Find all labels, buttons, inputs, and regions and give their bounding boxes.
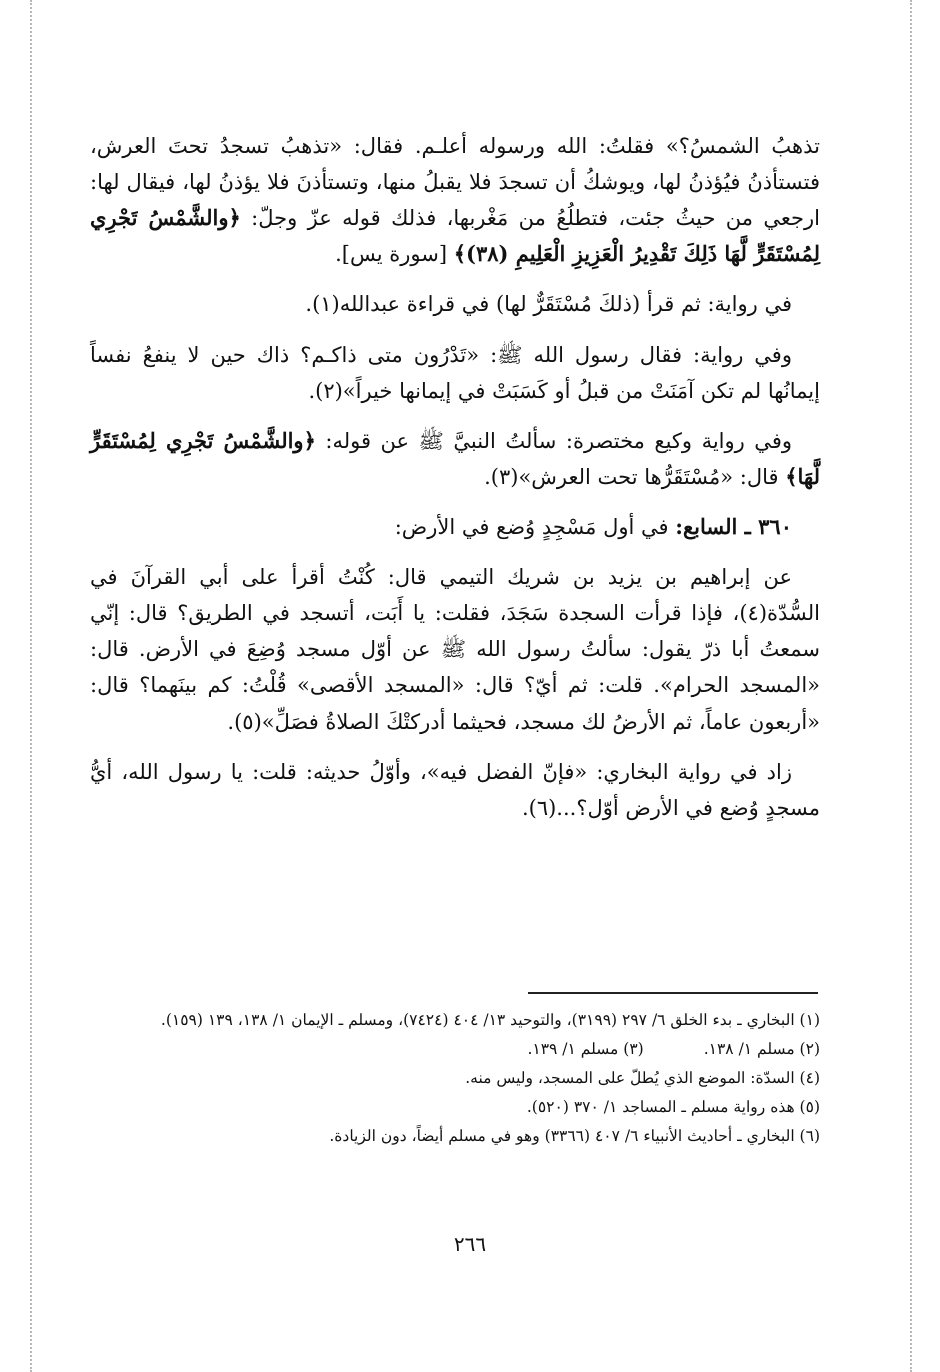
paragraph-3 — [90, 337, 820, 409]
section-heading — [90, 509, 820, 545]
paragraph-3-text: وفي رواية: فقال رسول الله ﷺ: «تَدْرُون متى ذاكـم؟ ذاك حين لا ينفعُ نفساً إيمانُها لم تكن آمَنَتْ من قبلُ أو كَسَبَتْ في إيمانها خيراً»(٢). — [90, 342, 820, 403]
surah-reference: [سورة يس]. — [335, 242, 454, 267]
paragraph-4 — [90, 423, 820, 495]
page-number: ٢٦٦ — [453, 1232, 487, 1256]
section-heading-text: في أول مَسْجِدٍ وُضع في الأرض: — [394, 514, 676, 539]
footnote-3: (٣) مسلم ١/ ١٣٩. — [527, 1040, 644, 1059]
paragraph-6 — [90, 754, 820, 826]
footnote-separator — [528, 992, 818, 994]
footnotes — [92, 1008, 820, 1154]
paragraph-6-text: زاد في رواية البخاري: «فإنّ الفضل فيه»، وأوّلُ حديثه: قلت: يا رسول الله، أيُّ مسجدٍ وُضع في الأرض أوّل؟...(٦). — [90, 759, 820, 820]
footnote-6: (٦) البخاري ـ أحاديث الأنبياء ٦/ ٤٠٧ (٣٣٦٦) وهو في مسلم أيضاً، دون الزيادة. — [329, 1127, 820, 1146]
section-number-title: ٣٦٠ ـ السابع: — [675, 513, 792, 539]
footnote-4: (٤) السدّة: الموضع الذي يُطلّ على المسجد، وليس منه. — [465, 1069, 820, 1088]
footnotes-2-3-row — [92, 1037, 820, 1062]
paragraph-1 — [90, 128, 820, 272]
main-text — [90, 128, 820, 840]
right-margin-dots — [910, 0, 912, 1372]
quran-verse-2: ﴿والشَّمْسُ تَجْرِي لِمُسْتَقَرٍّ لَّهَا﴾ — [90, 427, 820, 489]
paragraph-5-text: عن إبراهيم بن يزيد بن شريك التيمي قال: كُنْتُ أقرأ على أبي القرآنَ في السُّدّة(٤)، فإذا قرأت السجدة سَجَدَ، فقلت: يا أَبَت، أتسجد في الطريق؟ قال: إنّي سمعتُ أبا ذرّ يقول: سألتُ رسول الله ﷺ عن أوّل مسجد وُضِعَ في الأرض. قال: «المسجد الحرام». قلت: ثم أيّ؟ قال: «المسجد الأقصى» قُلْتُ: كم بينَهما؟ قال: «أربعون عاماً، ثم الأرضُ لك مسجد، فحيثما أدركتْكَ الصلاةُ فصَلِّ»(٥). — [90, 565, 820, 734]
paragraph-4-text: وفي رواية وكيع مختصرة: سألتُ النبيَّ ﷺ عن قوله: — [315, 428, 792, 453]
paragraph-5 — [90, 559, 820, 740]
left-margin-dots — [30, 0, 32, 1372]
footnote-1: (١) البخاري ـ بدء الخلق ٦/ ٢٩٧ (٣١٩٩)، والتوحيد ١٣/ ٤٠٤ (٧٤٢٤)، ومسلم ـ الإيمان ١/ ١٣٨، ١٣٩ (١٥٩). — [160, 1011, 820, 1029]
quran-verse-1: ﴿والشَّمْسُ تَجْرِي لِمُسْتَقَرٍّ لَّهَا ذَلِكَ تَقْدِيرُ الْعَزِيزِ الْعَلِيمِ (٣٨)﴾ — [90, 205, 820, 267]
footnote-5: (٥) هذه رواية مسلم ـ المساجد ١/ ٣٧٠ (٥٢٠). — [526, 1098, 820, 1117]
footnote-2: (٢) مسلم ١/ ١٣٨. — [703, 1040, 820, 1059]
paragraph-4-tail: قال: «مُسْتَقَرُّها تحت العرش»(٣). — [484, 464, 786, 489]
paragraph-1-text: تذهبُ الشمسُ؟» فقلتُ: الله ورسوله أعلـم. فقال: «تذهبُ تسجدُ تحتَ العرش، فتستأذنُ فيُؤذنُ لها، ويوشكُ أن تسجدَ فلا يقبلُ منها، وتستأذنَ فلا يؤذنُ لها، فيقال لها: ارجعي من حيثُ جئت، فتطلُعُ من مَغْربها، فذلك قوله عزّ وجلّ: — [90, 134, 821, 231]
paragraph-2-text: في رواية: ثم قرأ (ذلكَ مُسْتَقَرٌّ لها) في قراءة عبدالله(١). — [305, 292, 792, 317]
paragraph-2 — [90, 286, 820, 322]
